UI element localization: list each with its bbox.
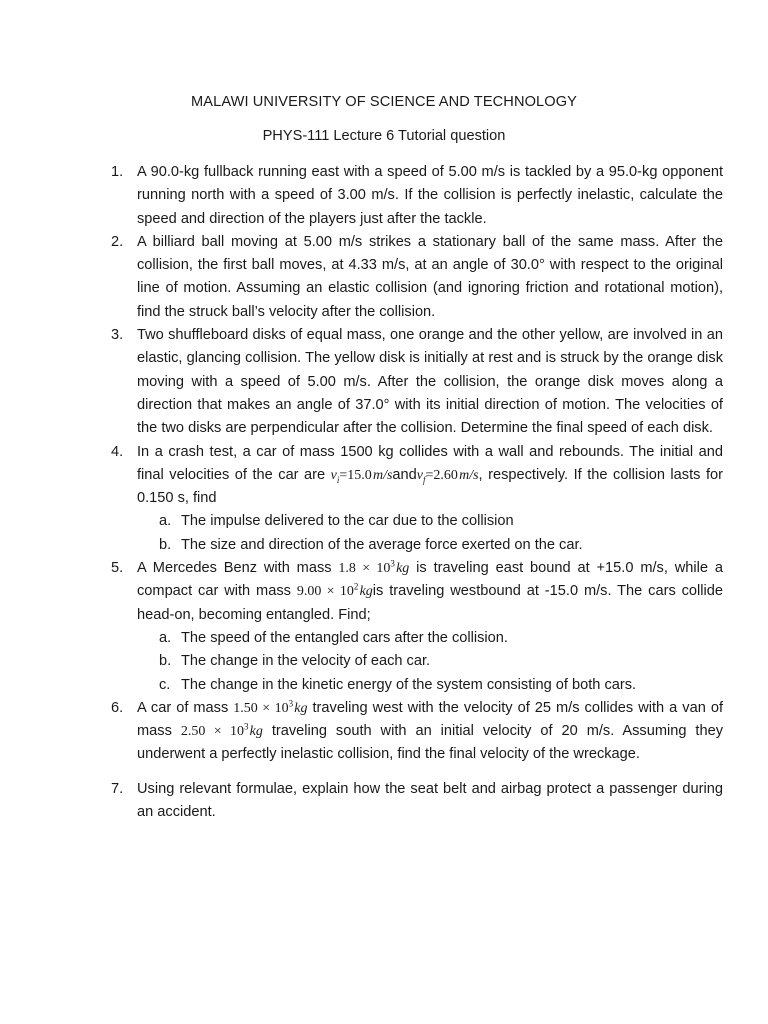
question-text: In a crash test, a car of mass 1500 kg collides with a wall and rebounds. The initial and final velocities of the car are xyxy=(137,443,723,483)
sub-question-letter: a. xyxy=(159,629,172,646)
question-number: 5. xyxy=(111,560,124,577)
question-text: traveling south with an initial velocity of 20 m/s. Assuming they underwent a perfectly inelastic collision, find the final velocity of the wreckage. xyxy=(137,723,723,763)
question-number: 6. xyxy=(111,699,124,716)
question-number: 1. xyxy=(111,164,124,180)
question-number: 3. xyxy=(111,327,124,344)
sub-question-a xyxy=(137,627,723,650)
question-text: traveling west with the velocity of 25 m/s collides with a van of mass xyxy=(137,699,723,740)
sub-question-text: The speed of the entangled cars after the collision. xyxy=(181,629,508,646)
sub-question-text: The size and direction of the average force exerted on the car. xyxy=(181,536,583,553)
sub-question-letter: b. xyxy=(159,653,172,670)
mass-formula: $9.00 \times 10^2$ kg xyxy=(296,581,373,600)
question-list xyxy=(113,161,723,824)
question-text: A 90.0-kg fullback running east with a speed of 5.00 m/s is tackled by a 95.0-kg opponent running north with a speed of 3.00 m/s. If the collision is perfectly inelastic, calculate the speed and direction of the players just after the tackle. xyxy=(137,164,723,227)
sub-question-b xyxy=(137,650,723,673)
institution-title: MALAWI UNIVERSITY OF SCIENCE AND TECHNOLOGY xyxy=(191,94,577,110)
sub-question-text: The change in the kinetic energy of the system consisting of both cars. xyxy=(181,676,637,693)
question-text: Two shuffleboard disks of equal mass, one orange and the other yellow, are involved in an elastic, glancing collision. The yellow disk is initially at rest and is struck by the orange disk moving with a speed of 5.00 m/s. After the collision, the orange disk moves along a direction that makes an angle of 37.0° with its initial direction of motion. The velocities of the two disks are perpendicular after the collision. Determine the final speed of each disk. xyxy=(137,327,723,437)
question-3 xyxy=(113,324,723,440)
question-text: A car of mass xyxy=(137,699,234,716)
question-1 xyxy=(113,161,723,231)
question-number: 7. xyxy=(111,780,124,797)
question-text: A billiard ball moving at 5.00 m/s strikes a stationary ball of the same mass. After the collision, the first ball moves, at 4.33 m/s, at an angle of 30.0° with respect to the original line of motion. Assuming an elastic collision (and ignoring friction and rotational motion), find the struck ball’s velocity after the collision. xyxy=(137,233,723,320)
question-text: A Mercedes Benz with mass xyxy=(137,560,339,577)
sub-question-list xyxy=(137,627,723,697)
sub-question-text: The change in the velocity of each car. xyxy=(181,653,431,670)
question-text: Using relevant formulae, explain how the seat belt and airbag protect a passenger during an accident. xyxy=(137,780,723,821)
question-number: 4. xyxy=(111,443,124,460)
question-text: is traveling westbound at -15.0 m/s. The cars collide head-on, becoming entangled. Find; xyxy=(137,583,724,623)
connector-text: and xyxy=(392,466,417,483)
sub-question-letter: a. xyxy=(159,513,172,530)
sub-question-letter: c. xyxy=(159,676,171,693)
mass-formula: $1.50 \times 10^3$ kg xyxy=(233,698,308,716)
sub-question-c xyxy=(137,674,723,697)
sub-question-b xyxy=(137,534,723,557)
question-number: 2. xyxy=(111,233,124,250)
question-7 xyxy=(113,778,723,825)
initial-velocity-formula: $v_i=15.0$ m/s xyxy=(330,467,393,485)
question-5 xyxy=(113,557,723,697)
final-velocity-formula: $v_f=2.60$ m/s xyxy=(416,467,479,485)
question-4 xyxy=(113,441,723,557)
sub-question-a xyxy=(137,510,723,533)
tutorial-title: PHYS-111 Lecture 6 Tutorial question xyxy=(262,128,506,144)
sub-question-list xyxy=(137,510,723,557)
question-text: , respectively. If the collision lasts for 0.150 s, find xyxy=(137,466,723,507)
mass-formula: $1.8 \times 10^3$ kg xyxy=(338,558,410,577)
question-2 xyxy=(113,231,723,324)
sub-question-text: The impulse delivered to the car due to the collision xyxy=(181,513,514,530)
question-6 xyxy=(113,697,723,767)
mass-formula: $2.50 \times 10^3$ kg xyxy=(180,721,263,740)
question-text: is traveling east bound at +15.0 m/s, while a compact car with mass xyxy=(137,560,723,600)
sub-question-letter: b. xyxy=(159,536,172,553)
